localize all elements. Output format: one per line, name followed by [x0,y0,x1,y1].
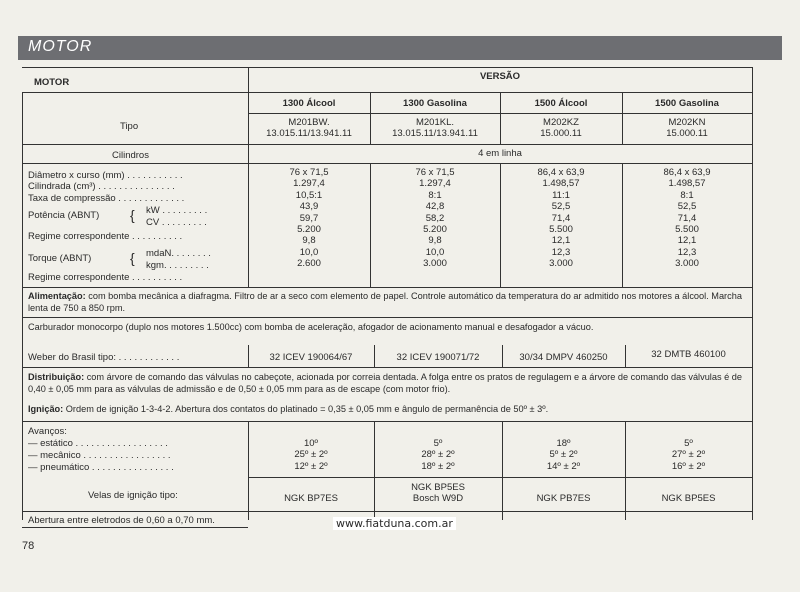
spec-label-regime-1: Regime correspondente . . . . . . . . . . [28,231,183,242]
torque-label: Torque (ABNT) [28,253,92,264]
tipo-value-4: M202KN 15.000.11 [666,117,708,140]
spec-block-underline [22,287,752,288]
tipo-value-3: M202KZ 15.000.11 [540,117,582,140]
section-title: MOTOR [28,38,93,55]
avancos-values-1: 10º 25º ± 2º 12º ± 2º [294,438,328,472]
weber-label: Weber do Brasil tipo: . . . . . . . . . . . . [28,352,180,363]
tipo-value-2: M201KL. 13.015.11/13.941.11 [392,117,478,140]
alimentacao-underline [22,317,752,318]
avancos-mecanico: — mecânico . . . . . . . . . . . . . . . . . [28,450,171,461]
velas-value-3: NGK PB7ES [536,493,591,504]
distribuicao-paragraph: Distribuição: com árvore de comando das válvulas no cabeçote, acionada por correia dentada. A folga entre os pratos de regulagem e a árvore de comando das válvulas é de 0,40 ± 0,05 mm para as válvulas de admissão e de 0,50 ± 0,05 mm para as de escape (com motor frio). [28,372,742,394]
version-name-3: 1500 Álcool [534,98,588,109]
avancos-pneumatico: — pneumático . . . . . . . . . . . . . . . . [28,462,174,473]
weber-value-3: 30/34 DMPV 460250 [519,352,608,363]
velas-label: Velas de ignição tipo: [88,490,178,501]
spec-label-diametro: Diâmetro x curso (mm) . . . . . . . . . . . [28,170,183,181]
alimentacao-paragraph: Alimentação: com bomba mecânica a diafragma. Filtro de ar a seco com elemento de papel. Controle automático da temperatura do ar admitido nos motores a álcool. Marcha lenta de 750 a 850 rpm. [28,291,742,313]
table-top-border [22,67,752,68]
spec-values-3: 86,4 x 63,9 1.498,57 11:1 52,5 71,4 5.500 12,1 12,3 3.000 [537,167,585,270]
velas-top-line [248,477,752,478]
website-watermark: www.fiatduna.com.ar [333,517,456,530]
cilindros-value: 4 em linha [478,148,522,159]
torque-brace: { [130,250,135,266]
avancos-estatico: — estático . . . . . . . . . . . . . . . . . . [28,438,168,449]
weber-value-1: 32 ICEV 190064/67 [269,352,353,363]
ignicao-paragraph: Ignição: Ordem de ignição 1-3-4-2. Abertura dos contatos do platinado = 0,35 ± 0,05 mm e ângulo de permanência de 50º ± 3º. [28,404,549,414]
weber-value-2: 32 ICEV 190071/72 [396,352,480,363]
weber-underline [22,367,752,368]
avancos-values-2: 5º 28º ± 2º 18º ± 2º [421,438,455,472]
abertura-underline [22,527,248,528]
avancos-values-4: 5º 27º ± 2º 16º ± 2º [671,438,706,472]
potencia-brace: { [130,207,135,223]
tipo-label: Tipo [120,121,139,132]
table-label: MOTOR [34,77,70,88]
velas-underline [22,511,752,512]
spec-label-mdan: mdaN. . . . . . . . [146,248,211,259]
page-number: 78 [22,540,35,552]
versao-label: VERSÃO [479,71,521,82]
velas-value-4: NGK BP5ES [661,493,716,504]
abertura-text: Abertura entre eletrodos de 0,60 a 0,70 mm. [28,515,215,526]
motor-underline [22,92,248,93]
spec-values-1: 76 x 71,5 1.297,4 10,5:1 43,9 59,7 5.200 9,8 10,0 2.600 [289,167,329,270]
section-header-bar [18,36,782,60]
version-name-1: 1300 Álcool [282,98,336,109]
cilindros-label: Cilindros [112,150,149,161]
spec-label-cv: CV . . . . . . . . . [146,217,207,228]
velas-value-1: NGK BP7ES [284,493,338,504]
spec-label-kgm: kgm. . . . . . . . . [146,260,209,271]
potencia-label: Potência (ABNT) [28,210,100,221]
table-right-border [752,67,753,520]
spec-label-regime-2: Regime correspondente . . . . . . . . . . [28,272,183,283]
spec-values-2: 76 x 71,5 1.297,4 8:1 42,8 58,2 5.200 9,8 10,0 3.000 [415,167,455,270]
spec-values-4: 86,4 x 63,9 1.498,57 8:1 52,5 71,4 5.500 12,1 12,3 3.000 [663,167,711,270]
spec-label-taxa: Taxa de compressão . . . . . . . . . . . . . [28,193,185,204]
velas-value-2: NGK BP5ES Bosch W9D [411,482,465,505]
version-name-2: 1300 Gasolina [403,98,467,109]
cilindros-row-underline [22,163,752,164]
carburador-paragraph: Carburador monocorpo (duplo nos motores 1.500cc) com bomba de aceleração, afogador de acionamento manual e desafogador a vácuo. [28,322,594,332]
weber-value-4: 32 DMTB 460100 [651,349,726,360]
avancos-label: Avanços: [28,426,67,437]
spec-label-cilindrada: Cilindrada (cm³) . . . . . . . . . . . . . . . [28,181,175,192]
tipo-value-1: M201BW. 13.015.11/13.941.11 [266,117,352,140]
ignicao-underline [22,421,752,422]
tipo-row-underline [22,144,752,145]
avancos-values-3: 18º 5º ± 2º 14º ± 2º [546,438,581,472]
version-header-underline [248,113,752,114]
spec-label-kw: kW . . . . . . . . . [146,205,208,216]
table-left-border [22,92,23,520]
version-name-4: 1500 Gasolina [655,98,719,109]
